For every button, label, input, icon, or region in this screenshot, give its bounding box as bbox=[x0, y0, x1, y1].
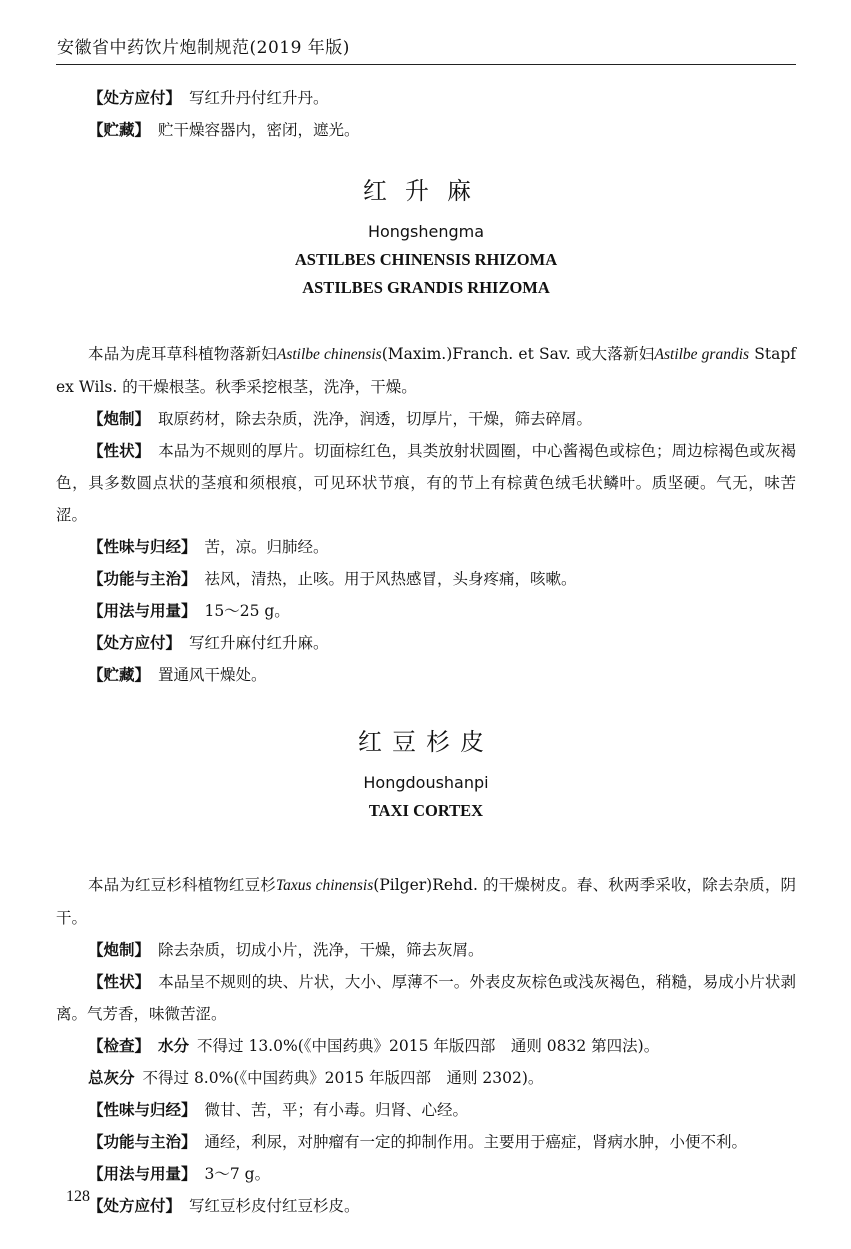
entry2-check: 【检查】 水分 不得过 13.0%(《中国药典》2015 年版四部 通则 0832 第四法)。 bbox=[88, 1037, 660, 1055]
prev-storage: 【贮藏】 贮干燥容器内，密闭，遮光。 bbox=[88, 121, 360, 139]
running-header: 安徽省中药饮片炮制规范(2019 年版) bbox=[57, 38, 350, 58]
entry2-name: 红豆杉皮 bbox=[358, 728, 494, 756]
entry2-latin-1: TAXI CORTEX bbox=[368, 801, 484, 820]
entry2-processing: 【炮制】 除去杂质，切成小片，洗净，干燥，筛去灰屑。 bbox=[88, 941, 484, 959]
entry2-intro: 本品为红豆杉科植物红豆杉Taxus chinensis(Pilger)Rehd. 的干燥树皮。春、秋两季采收，除去杂质，阴干。 bbox=[56, 876, 797, 927]
entry2-ash: 总灰分 不得过 8.0%(《中国药典》2015 年版四部 通则 2302)。 bbox=[88, 1069, 544, 1087]
page-content bbox=[56, 82, 796, 1222]
entry1-dosage: 【用法与用量】 15～25 g。 bbox=[88, 602, 290, 620]
entry2-function: 【功能与主治】 通经，利尿，对肿瘤有一定的抑制作用。主要用于癌症，肾病水肿，小便不利。 bbox=[88, 1133, 748, 1151]
entry1-prescription: 【处方应付】 写红升麻付红升麻。 bbox=[88, 634, 329, 652]
entry1-latin-2: ASTILBES GRANDIS RHIZOMA bbox=[302, 278, 550, 297]
entry2-prescription: 【处方应付】 写红豆杉皮付红豆杉皮。 bbox=[88, 1197, 360, 1215]
entry1-processing: 【炮制】 取原药材，除去杂质，洗净，润透，切厚片，干燥，筛去碎屑。 bbox=[88, 410, 593, 428]
entry1-pinyin: Hongshengma bbox=[367, 222, 485, 241]
header-rule bbox=[56, 64, 796, 65]
entry2-dosage: 【用法与用量】 3～7 g。 bbox=[88, 1165, 271, 1183]
entry1-latin-1: ASTILBES CHINENSIS RHIZOMA bbox=[294, 250, 558, 269]
entry1-function: 【功能与主治】 祛风，清热，止咳。用于风热感冒，头身疼痛，咳嗽。 bbox=[88, 570, 577, 588]
page-number: 128 bbox=[66, 1188, 90, 1205]
entry1-name: 红升麻 bbox=[363, 177, 489, 205]
entry2-nature: 【性味与归经】 微甘、苦，平；有小毒。归肾、心经。 bbox=[88, 1101, 469, 1119]
entry1-nature: 【性味与归经】 苦，凉。归肺经。 bbox=[88, 538, 329, 556]
entry1-intro: 本品为虎耳草科植物落新妇Astilbe chinensis(Maxim.)Franch. et Sav. 或大落新妇Astilbe grandis Stapf ex Wils. 的干燥根茎。秋季采挖根茎，洗净，干燥。 bbox=[56, 345, 796, 396]
entry2-pinyin: Hongdoushanpi bbox=[363, 773, 489, 792]
prev-prescription: 【处方应付】 写红升丹付红升丹。 bbox=[88, 89, 329, 107]
entry2-character: 【性状】 本品呈不规则的块、片状，大小、厚薄不一。外表皮灰棕色或浅灰褐色，稍糙，易成小片状剥离。气芳香，味微苦涩。 bbox=[56, 973, 796, 1023]
entry1-character: 【性状】 本品为不规则的厚片。切面棕红色，具类放射状圆圈，中心酱褐色或棕色；周边棕褐色或灰褐色，具多数圆点状的茎痕和须根痕，可见环状节痕，有的节上有棕黄色绒毛状鳞叶。质坚硬。气无，味苦涩。 bbox=[56, 442, 796, 524]
entry1-storage: 【贮藏】 置通风干燥处。 bbox=[88, 666, 267, 684]
